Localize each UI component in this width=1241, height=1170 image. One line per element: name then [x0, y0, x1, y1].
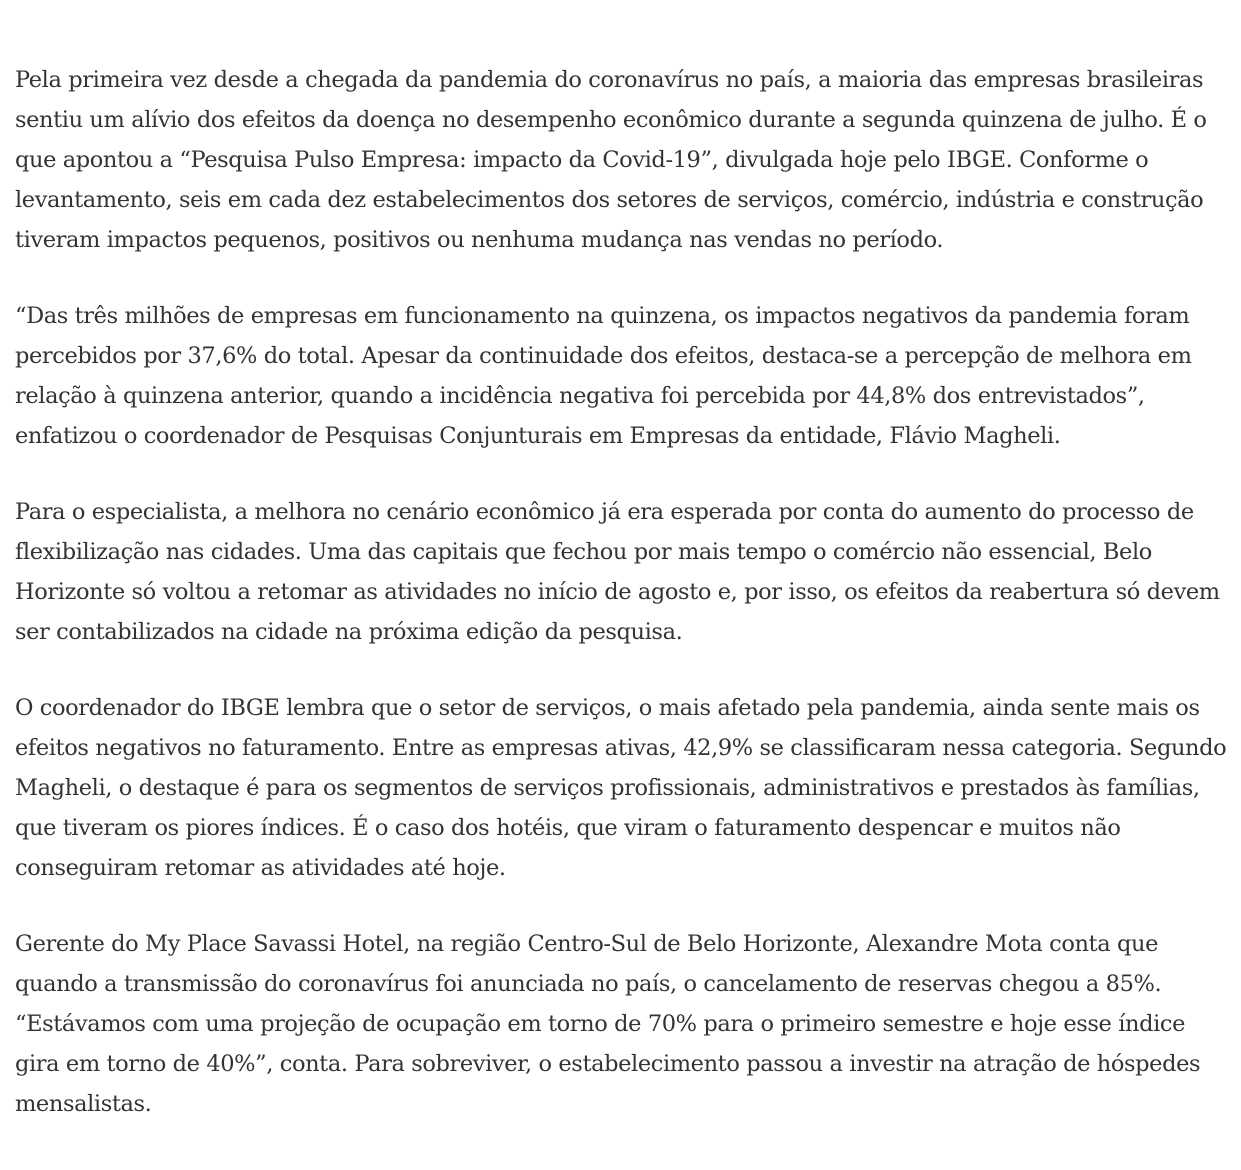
- article-paragraph-3: Para o especialista, a melhora no cenário econômico já era esperada por conta do aumento do processo de flexibilização nas cidades. Uma das capitais que fechou por mais tempo o comércio não essencial, Belo Horizonte só voltou a retomar as atividades no início de agosto e, por isso, os efeitos da reabertura só devem ser contabilizados na cidade na próxima edição da pesquisa.: [15, 499, 1220, 645]
- article-paragraph-4: O coordenador do IBGE lembra que o setor de serviços, o mais afetado pela pandemia, ainda sente mais os efeitos negativos no faturamento. Entre as empresas ativas, 42,9% se classificaram nessa categoria. Segundo Magheli, o destaque é para os segmentos de serviços profissionais, administrativos e prestados às famílias, que tiveram os piores índices. É o caso dos hotéis, que viram o faturamento despencar e muitos não conseguiram retomar as atividades até hoje.: [15, 695, 1227, 881]
- article-body: [15, 60, 1227, 1124]
- article-paragraph-5: Gerente do My Place Savassi Hotel, na região Centro-Sul de Belo Horizonte, Alexandre Mota conta que quando a transmissão do coronavírus foi anunciada no país, o cancelamento de reservas chegou a 85%. “Estávamos com uma projeção de ocupação em torno de 70% para o primeiro semestre e hoje esse índice gira em torno de 40%”, conta. Para sobreviver, o estabelecimento passou a investir na atração de hóspedes mensalistas.: [15, 931, 1201, 1117]
- article-paragraph-1: Pela primeira vez desde a chegada da pandemia do coronavírus no país, a maioria das empresas brasileiras sentiu um alívio dos efeitos da doença no desempenho econômico durante a segunda quinzena de julho. É o que apontou a “Pesquisa Pulso Empresa: impacto da Covid-19”, divulgada hoje pelo IBGE. Conforme o levantamento, seis em cada dez estabelecimentos dos setores de serviços, comércio, indústria e construção tiveram impactos pequenos, positivos ou nenhuma mudança nas vendas no período.: [15, 67, 1207, 253]
- article-paragraph-2: “Das três milhões de empresas em funcionamento na quinzena, os impactos negativos da pandemia foram percebidos por 37,6% do total. Apesar da continuidade dos efeitos, destaca-se a percepção de melhora em relação à quinzena anterior, quando a incidência negativa foi percebida por 44,8% dos entrevistados”, enfatizou o coordenador de Pesquisas Conjunturais em Empresas da entidade, Flávio Magheli.: [15, 303, 1192, 449]
